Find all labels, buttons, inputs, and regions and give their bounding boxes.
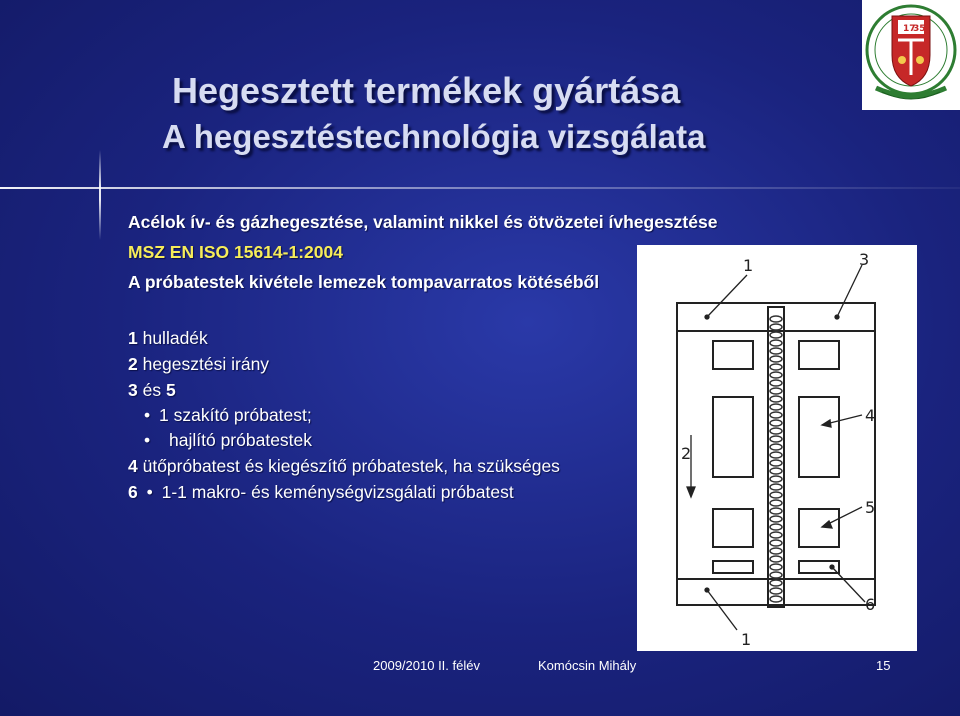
bullet-text: 1 szakító próbatest; [159,405,312,425]
legend-number: 3 [128,380,138,400]
legend-text: 1-1 makro- és keménységvizsgálati próbatest [161,482,514,502]
bullet-icon: • [146,482,153,502]
legend-number: 5 [165,380,176,400]
legend-number: 1 [128,328,138,348]
diagram-label: 5 [865,498,876,517]
bullet-item [144,405,312,426]
university-logo [862,0,960,110]
decorative-vertical-line [99,150,101,240]
diagram-label: 3 [859,250,870,269]
bullet-item [144,430,312,451]
specimen-drawing [637,245,917,651]
diagram-label: 6 [865,595,876,614]
steels-heading: Acélok ív- és gázhegesztése, valamint nikkel és ötvözetei ívhegesztése [128,212,718,232]
specimens-heading: A próbatestek kivétele lemezek tompavarratos kötéséből [128,272,600,292]
logo-year-right: 35 [913,24,926,34]
standard-reference: MSZ EN ISO 15614-1:2004 [128,242,343,262]
slide-subtitle: A hegesztéstechnológia vizsgálata [162,118,706,155]
diagram-label: 1 [743,256,754,275]
logo-year-left: 17 [903,24,916,34]
legend-text: hegesztési irány [137,354,270,374]
legend-number: 4 [128,456,138,476]
footer-date: 2009/2010 II. félév [373,658,480,673]
legend-number: 6 [128,482,138,502]
legend-text: hulladék [137,328,208,348]
bullet-text: hajlító próbatestek [169,430,313,450]
legend-number: 2 [128,354,138,374]
diagram-label: 1 [741,630,752,649]
footer-author: Komócsin Mihály [538,658,637,673]
specimen-diagram [637,245,917,651]
decorative-horizontal-line [0,187,960,189]
legend-item [128,328,208,349]
bullet-icon: • [144,405,151,425]
bullet-icon: • [144,430,151,450]
diagram-label: 4 [865,406,876,425]
diagram-label: 2 [681,444,692,463]
legend-item [128,354,269,375]
legend-item [128,456,560,477]
legend-item [128,482,514,503]
legend-item [128,380,176,401]
page-number: 15 [876,658,891,673]
legend-text: és [137,380,166,400]
crest-icon [862,0,960,110]
legend-text: ütőpróbatest és kiegészítő próbatestek, ha szükséges [137,456,560,476]
slide-title: Hegesztett termékek gyártása [172,70,681,111]
